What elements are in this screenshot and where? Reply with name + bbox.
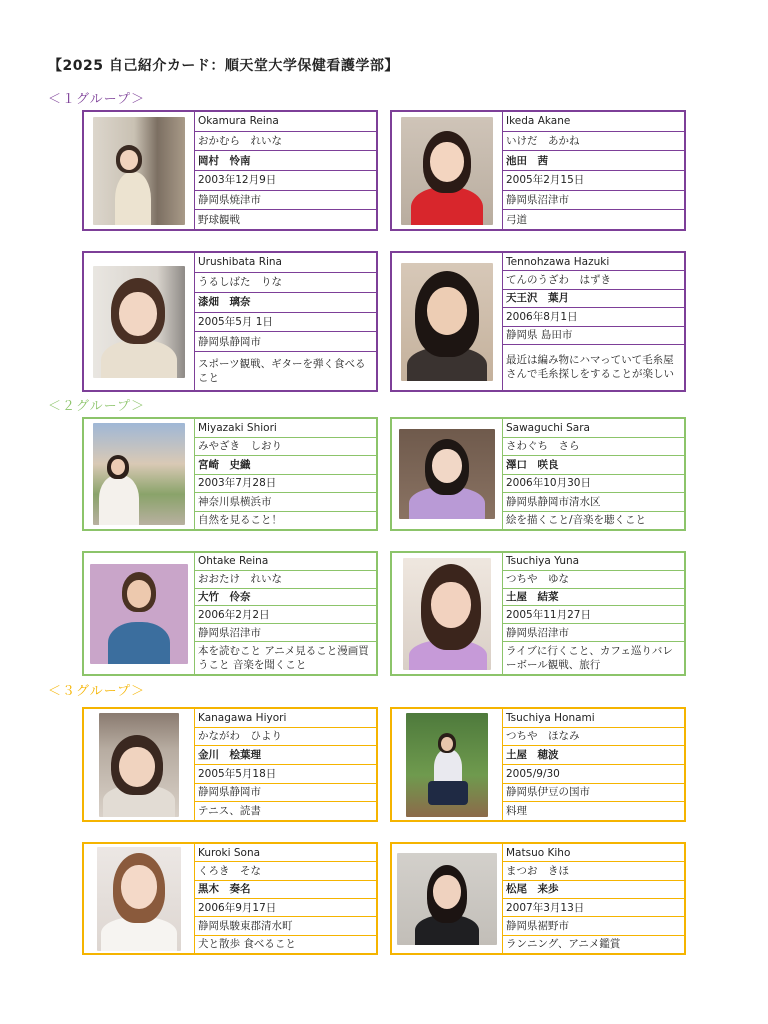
birthday: 2005年2月15日 (503, 171, 684, 191)
profile-card (82, 707, 378, 822)
hometown: 静岡県静岡市 (195, 784, 376, 803)
romaji-name: Tsuchiya Yuna (503, 553, 684, 571)
kana-name: まつお きほ (503, 862, 684, 880)
profile-card (82, 551, 378, 676)
profile-photo (403, 558, 491, 670)
birthday: 2005/9/30 (503, 765, 684, 784)
kanji-name: 大竹 伶奈 (195, 589, 376, 607)
profile-photo (99, 713, 179, 817)
kanji-name: 金川 桧葉理 (195, 746, 376, 765)
kanji-name: 池田 茜 (503, 151, 684, 171)
kana-name: てんのうざわ はずき (503, 271, 684, 289)
profile-card (82, 417, 378, 531)
profile-photo (90, 564, 188, 664)
hometown: 神奈川県横浜市 (195, 493, 376, 512)
romaji-name: Urushibata Rina (195, 253, 376, 273)
romaji-name: Tsuchiya Honami (503, 709, 684, 728)
profile-photo (406, 713, 488, 817)
hometown: 静岡県駿東郡清水町 (195, 917, 376, 935)
group-2-heading: ＜２グループ＞ (48, 399, 145, 414)
profile-photo (401, 117, 493, 225)
group-3-heading: ＜３グループ＞ (48, 684, 145, 699)
birthday: 2005年11月27日 (503, 606, 684, 624)
profile-card (82, 110, 378, 231)
birthday: 2006年10月30日 (503, 475, 684, 494)
kanji-name: 漆畑 璃奈 (195, 293, 376, 313)
birthday: 2003年7月28日 (195, 475, 376, 494)
kanji-name: 土屋 結菜 (503, 589, 684, 607)
birthday: 2006年9月17日 (195, 899, 376, 917)
hobby: ランニング、アニメ鑑賞 (506, 938, 621, 951)
kanji-name: 天王沢 葉月 (503, 290, 684, 308)
hometown: 静岡県焼津市 (195, 191, 376, 211)
romaji-name: Sawaguchi Sara (503, 419, 684, 438)
hobby: 弓道 (506, 213, 527, 226)
page-title: 【2025 自己紹介カード：順天堂大学保健看護学部】 (48, 58, 399, 74)
profile-card (390, 842, 686, 955)
hobby: 本を読むこと アニメ見ること漫画買うこと 音楽を聞くこと (198, 644, 369, 672)
hobby: 料理 (506, 805, 527, 818)
kana-name: おおたけ れいな (195, 571, 376, 589)
hometown: 静岡県裾野市 (503, 917, 684, 935)
profile-photo (93, 423, 185, 525)
kana-name: おかむら れいな (195, 132, 376, 152)
profile-card (82, 251, 378, 392)
birthday: 2005年5月 1日 (195, 313, 376, 333)
kanji-name: 岡村 怜南 (195, 151, 376, 171)
profile-photo (93, 266, 185, 378)
hometown: 静岡県 島田市 (503, 327, 684, 345)
profile-photo (397, 853, 497, 945)
kanji-name: 土屋 穂波 (503, 746, 684, 765)
birthday: 2006年8月1日 (503, 308, 684, 326)
profile-card (390, 417, 686, 531)
kana-name: みやざき しおり (195, 438, 376, 457)
romaji-name: Tennohzawa Hazuki (503, 253, 684, 271)
hometown: 静岡県沼津市 (503, 191, 684, 211)
profile-card (390, 110, 686, 231)
kana-name: つちや ゆな (503, 571, 684, 589)
profile-card (82, 842, 378, 955)
hobby: スポーツ観戦、ギターを弾く食べること (198, 357, 366, 385)
birthday: 2006年2月2日 (195, 606, 376, 624)
hometown: 静岡県伊豆の国市 (503, 784, 684, 803)
birthday: 2005年5月18日 (195, 765, 376, 784)
kana-name: くろき そな (195, 862, 376, 880)
hobby: 絵を描くこと/音楽を聴くこと (506, 514, 647, 527)
hobby: 最近は編み物にハマっていて毛糸屋さんで毛糸探しをすることが楽しい (506, 354, 674, 381)
kana-name: うるしばた りな (195, 273, 376, 293)
kana-name: さわぐち さら (503, 438, 684, 457)
hobby: 野球観戦 (198, 213, 240, 226)
profile-card (390, 707, 686, 822)
kana-name: かながわ ひより (195, 728, 376, 747)
kana-name: いけだ あかね (503, 132, 684, 152)
kanji-name: 宮崎 史織 (195, 456, 376, 475)
romaji-name: Matsuo Kiho (503, 844, 684, 862)
hometown: 静岡県沼津市 (195, 624, 376, 642)
romaji-name: Ikeda Akane (503, 112, 684, 132)
profile-card (390, 251, 686, 392)
romaji-name: Okamura Reina (195, 112, 376, 132)
romaji-name: Kuroki Sona (195, 844, 376, 862)
profile-card (390, 551, 686, 676)
hometown: 静岡県沼津市 (503, 624, 684, 642)
profile-photo (399, 429, 495, 519)
romaji-name: Kanagawa Hiyori (195, 709, 376, 728)
kanji-name: 黒木 奏名 (195, 881, 376, 899)
profile-photo (93, 117, 185, 225)
group-1-heading: ＜１グループ＞ (48, 92, 145, 107)
birthday: 2007年3月13日 (503, 899, 684, 917)
hometown: 静岡県静岡市清水区 (503, 493, 684, 512)
hometown: 静岡県静岡市 (195, 332, 376, 352)
profile-photo (401, 263, 493, 381)
hobby: テニス、読書 (198, 805, 261, 818)
romaji-name: Miyazaki Shiori (195, 419, 376, 438)
hobby: 自然を見ること！ (198, 514, 282, 527)
kanji-name: 松尾 来歩 (503, 881, 684, 899)
profile-photo (97, 847, 181, 951)
hobby: ライブに行くこと、カフェ巡りバレーボール観戦、旅行 (506, 644, 673, 672)
romaji-name: Ohtake Reina (195, 553, 376, 571)
birthday: 2003年12月9日 (195, 171, 376, 191)
hobby: 犬と散歩 食べること (198, 938, 296, 951)
kana-name: つちや ほなみ (503, 728, 684, 747)
kanji-name: 澤口 咲良 (503, 456, 684, 475)
